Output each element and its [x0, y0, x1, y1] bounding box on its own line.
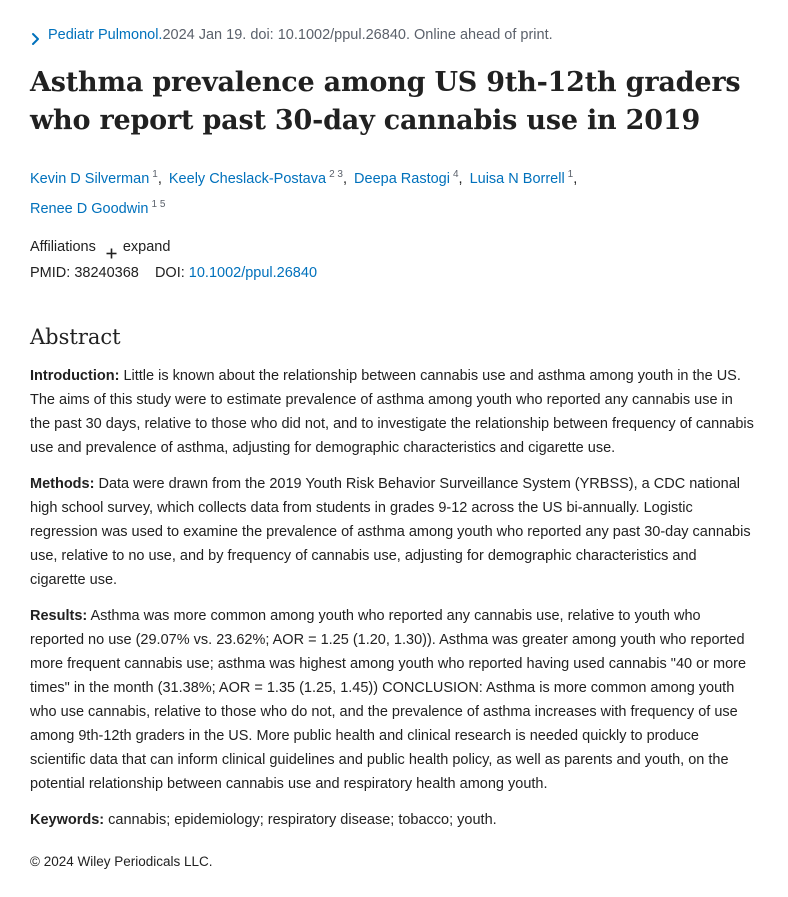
author-affiliation-refs[interactable]: 1: [567, 169, 574, 180]
doi-label: DOI:: [154, 265, 185, 281]
affiliations-expand-button[interactable]: [106, 234, 171, 260]
abstract-heading: Abstract: [30, 325, 121, 349]
author-link[interactable]: Keely Cheslack-Postava: [168, 171, 327, 187]
abstract-section-text: Little is known about the relationship between cannabis use and asthma among youth in the US. The aims of this study were to estimate prevalence of asthma among youth who reported any cannabis use in the past 30 days, relative to those who did not, and to investigate the relationship between frequency of cannabis use and prevalence of asthma, adjusting for demographic characteristics and cigarette use.: [30, 368, 754, 456]
article-title: Asthma prevalence among US 9th-12th graders who report past 30-day cannabis use in 2019: [30, 67, 741, 136]
abstract-introduction: [30, 364, 755, 460]
journal-link[interactable]: Pediatr Pulmonol.: [48, 27, 163, 43]
author-item: Deepa Rastogi $^4$,: [354, 169, 463, 187]
author-item: Luisa N Borrell $^1$,: [469, 169, 578, 187]
identifiers-row: [30, 260, 755, 286]
abstract-keywords: [30, 808, 755, 832]
author-link[interactable]: Kevin D Silverman: [30, 171, 150, 187]
plus-icon: [106, 242, 117, 253]
chevron-right-icon: [30, 29, 42, 43]
pmid-value: 38240368: [74, 265, 139, 281]
abstract-section-label: Methods:: [30, 476, 95, 492]
abstract-section-label: Introduction:: [30, 368, 120, 384]
doi-link[interactable]: 10.1002/ppul.26840: [188, 265, 318, 281]
abstract-section-text: Data were drawn from the 2019 Youth Risk Behavior Surveillance System (YRBSS), a CDC national high school survey, which collects data from students in grades 9-12 across the US bi-annually. Logistic regression was used to examine the prevalence of asthma among youth who reported any past 30-day cannabis use, relative to no use, and by frequency of cannabis use, adjusting for demographic characteristics and cigarette use.: [30, 476, 751, 588]
author-affiliation-refs[interactable]: 4: [452, 169, 459, 180]
abstract-section-text: cannabis; epidemiology; respiratory disease; tobacco; youth.: [108, 812, 497, 828]
author-link[interactable]: Luisa N Borrell: [469, 171, 565, 187]
abstract-section-label: Results:: [30, 608, 88, 624]
affiliations-row: [30, 234, 755, 260]
author-affiliation-refs[interactable]: 2 3: [329, 169, 343, 180]
journal-citation: [30, 22, 755, 48]
abstract-section-text: Asthma was more common among youth who reported any cannabis use, relative to youth who reported no use (29.07% vs. 23.62%; AOR = 1.25 (1.20, 1.30)). Asthma was greater among youth who reported more frequent cannabis use; asthma was highest among youth who reported having used cannabis "40 or more times" in the month (31.38%; AOR = 1.35 (1.25, 1.45)) CONCLUSION: Asthma is more common among youth who use cannabis, relative to those who do not, and the prevalence of asthma increases with frequency of use among 9th-12th graders in the US. More public health and clinical research is needed quickly to produce scientific data that can inform clinical guidelines and public health policy, as well as parents and youth, on the potential relationship between cannabis use and respiratory health among youth.: [30, 608, 747, 792]
author-item: [30, 201, 165, 217]
abstract-results: [30, 604, 755, 796]
author-link[interactable]: Deepa Rastogi: [354, 171, 450, 187]
abstract-section-label: Keywords:: [30, 812, 105, 828]
expand-label: expand: [122, 239, 171, 255]
copyright-notice: © 2024 Wiley Periodicals LLC.: [30, 854, 213, 869]
author-link[interactable]: Renee D Goodwin: [30, 201, 149, 217]
pmid-label: PMID:: [30, 265, 71, 281]
abstract-methods: [30, 472, 755, 592]
author-item: Kevin D Silverman $^1$,: [30, 169, 162, 187]
author-affiliation-refs[interactable]: 1 5: [151, 199, 166, 210]
author-item: Keely Cheslack-Postava $^{2 3}$,: [168, 169, 347, 187]
author-affiliation-refs[interactable]: 1: [152, 169, 158, 180]
affiliations-label: Affiliations: [30, 239, 96, 255]
article-page: [30, 22, 755, 874]
authors-list: [30, 162, 755, 222]
citation-details: 2024 Jan 19. doi: 10.1002/ppul.26840. Online ahead of print.: [162, 27, 553, 43]
